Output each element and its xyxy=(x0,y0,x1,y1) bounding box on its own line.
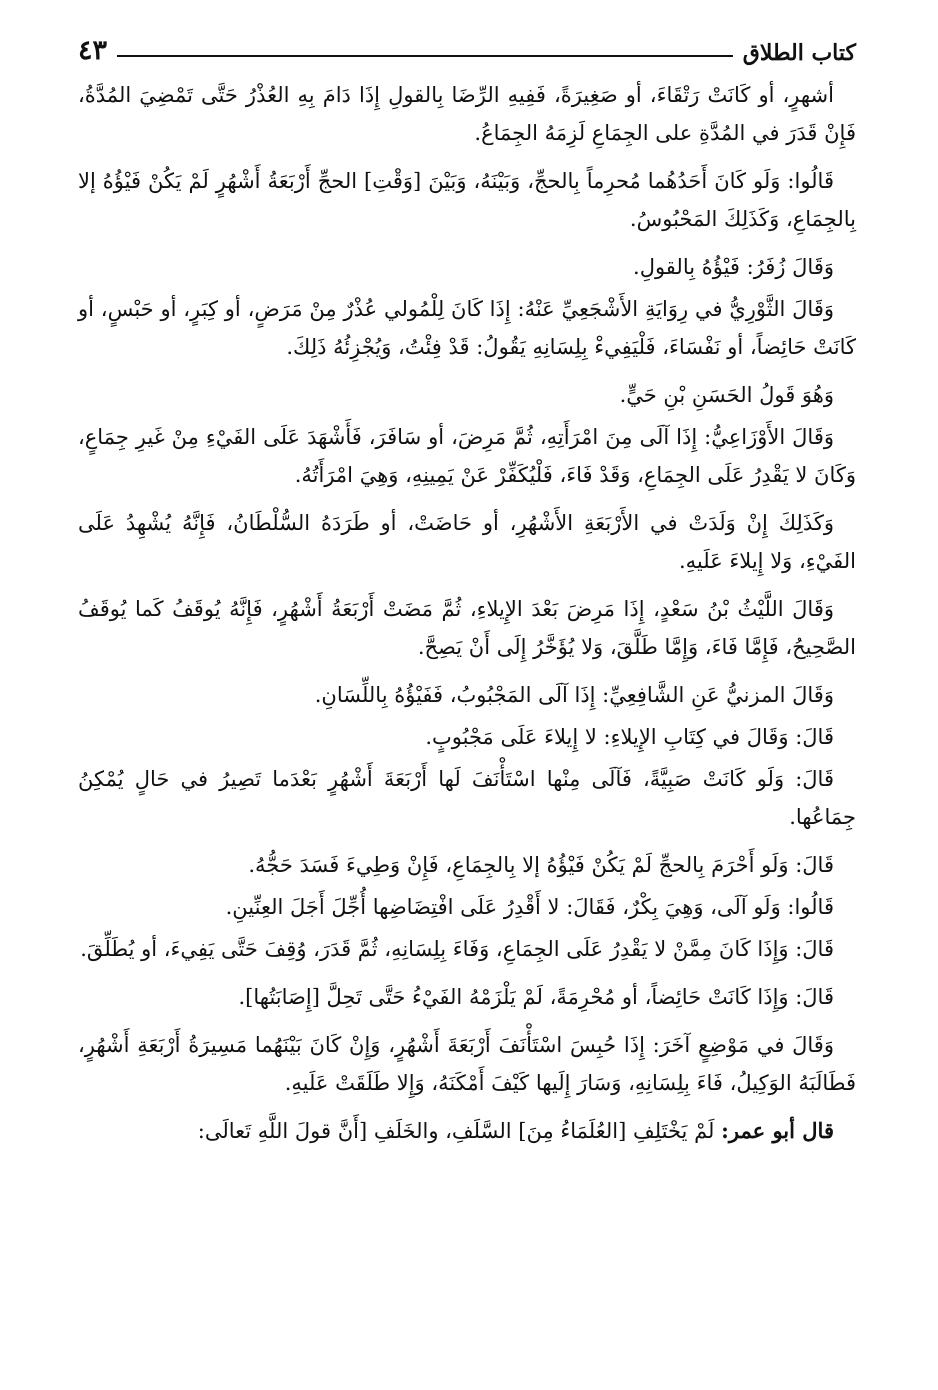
paragraph: قَالَ: وَقَالَ في كِتَابِ الإِيلاءِ: لا إِيلاءَ عَلَى مَجْبُوبٍ. xyxy=(425,725,834,749)
paragraph: وَقَالَ زُفَرُ: فَيْؤُهُ بِالقولِ. xyxy=(633,255,834,279)
running-header xyxy=(78,22,856,66)
paragraph-text: لَمْ يَخْتَلِفِ [العُلَمَاءُ مِنَ] السَّلَفِ، والخَلَفِ [أَنَّ قولَ اللَّهِ تَعالَى: xyxy=(197,1119,715,1143)
paragraph: وَقَالَ الثَّوْرِيُّ في رِوَايَةِ الأَشْجَعِيِّ عَنْهُ: إِذَا كَانَ لِلْمُولي عُذْرٌ مِنْ مَرَضٍ، أو كِبَرٍ، أو حَبْسٍ، أو كَانَتْ حَائِضاً، أو نَفْسَاءَ، فَلْيَفِيءْ بِلِسَانِهِ يَقُولُ: قَدْ فِئْتُ، وَيُجْزِئُهُ ذَلِكَ. xyxy=(78,297,856,359)
paragraph: أشهرٍ، أو كَانَتْ رَتْقَاءَ، أو صَغِيرَةً، فَفِيهِ الرِّضَا بِالقولِ إِذَا دَامَ بِهِ العُذْرُ حَتَّى تَمْضِيَ المُدَّةُ، فَإِنْ قَدَرَ في المُدَّةِ على الجِمَاعِ لَزِمَهُ الجِمَاعُ. xyxy=(78,83,856,145)
paragraph: وَقَالَ اللَّيْثُ بْنُ سَعْدٍ، إِذَا مَرِضَ بَعْدَ الإِيلاءِ، ثُمَّ مَضَتْ أَرْبَعَةُ أَشْهُرٍ، فَإِنَّهُ يُوقَفُ كَما يُوقَفُ الصَّحِيحُ، فَإِمَّا فَاءَ، وَإِمَّا طَلَّقَ، وَلا يُؤَخَّرُ إِلَى أَنْ يَصِحَّ. xyxy=(78,597,856,659)
paragraph: قَالَ: وَإِذَا كَانَ مِمَّنْ لا يَقْدِرُ عَلَى الجِمَاعِ، وَفَاءَ بِلِسَانِهِ، ثُمَّ قَدَرَ، وُقِفَ حَتَّى يَفِيءَ، أو يُطَلِّقَ. xyxy=(80,937,834,961)
book-title: كتاب الطلاق xyxy=(742,40,856,66)
page-body xyxy=(78,76,856,1150)
paragraph: قَالَ: وَلَو كَانَتْ صَبِيَّةً، فَآلَى مِنْها اسْتَأْنَفَ لَها أَرْبَعَةَ أَشْهُرٍ بَعْدَما تَصِيرُ في حَالٍ يُمْكِنُ جِمَاعُها. xyxy=(78,767,856,829)
paragraph xyxy=(78,1112,856,1150)
paragraph: وَقَالَ الأَوْزَاعِيُّ: إِذَا آلَى مِنَ امْرَأَتِهِ، ثُمَّ مَرِضَ، أو سَافَرَ، فَأَشْهَدَ عَلَى الفَيْءِ مِنْ غَيرِ جِمَاعٍ، وَكَانَ لا يَقْدِرُ عَلَى الجِمَاعِ، وَقَدْ فَاءَ، فَلْيُكَفِّرْ عَنْ يَمِينِهِ، وَهِيَ امْرَأَتُهُ. xyxy=(78,425,856,487)
paragraph: وَقَالَ المزنيُّ عَنِ الشَّافِعِيِّ: إِذَا آلَى المَجْبُوبُ، فَفَيْؤُهُ بِاللِّسَانِ. xyxy=(314,683,834,707)
paragraph: وَهُوَ قَولُ الحَسَنِ بْنِ حَيٍّ. xyxy=(619,383,834,407)
paragraph: وَقَالَ في مَوْضِعٍ آخَرَ: إِذَا حُبِسَ اسْتَأْنَفَ أَرْبَعَةَ أَشْهُرٍ، وَإِنْ كَانَ بَيْنَهُما مَسِيرَةُ أَرْبَعَةِ أَشْهُرٍ، فَطَالَبَهُ الوَكِيلُ، فَاءَ بِلِسَانِهِ، وَسَارَ إِلَيها كَيْفَ أَمْكَنَهُ، وَإِلا طَلَقَتْ عَلَيهِ. xyxy=(78,1033,856,1095)
paragraph: قَالُوا: وَلَو كَانَ أَحَدُهُما مُحرِماً بِالحجِّ، وَبَيْنَهُ، وَبَيْنَ [وَقْتِ] الحجِّ أَرْبَعَةُ أَشْهُرٍ لَمْ يَكُنْ فَيْؤُهُ إلا بِالجِمَاعِ، وَكَذَلِكَ المَحْبُوسُ. xyxy=(78,169,856,231)
paragraph: قَالَ: وَإِذَا كَانَتْ حَائِضاً، أو مُحْرِمَةً، لَمْ يَلْزَمْهُ الفَيْءُ حَتَّى تَحِلَّ [إِصَابَتُها]. xyxy=(238,985,834,1009)
paragraph: وَكَذَلِكَ إِنْ وَلَدَتْ في الأَرْبَعَةِ الأَشْهُرِ، أو حَاضَتْ، أو طَرَدَهُ السُّلْطَانُ، فَإِنَّهُ يُشْهِدُ عَلَى الفَيْءِ، وَلا إِيلاءَ عَلَيهِ. xyxy=(78,511,856,573)
paragraph: قَالُوا: وَلَو آلَى، وَهِيَ بِكْرٌ، فَقَالَ: لا أَقْدِرُ عَلَى افْتِضَاضِها أُجِّلَ أَجَلَ العِنِّينِ. xyxy=(225,895,834,919)
speaker-label: قال أبو عمر: xyxy=(721,1118,834,1143)
page-number: ٤٣ xyxy=(78,35,108,66)
header-rule xyxy=(117,55,733,57)
paragraph: قَالَ: وَلَو أَحْرَمَ بِالحجِّ لَمْ يَكُنْ فَيْؤُهُ إلا بِالجِمَاعِ، فَإِنْ وَطِيءَ فَسَدَ حَجُّهُ. xyxy=(248,853,834,877)
